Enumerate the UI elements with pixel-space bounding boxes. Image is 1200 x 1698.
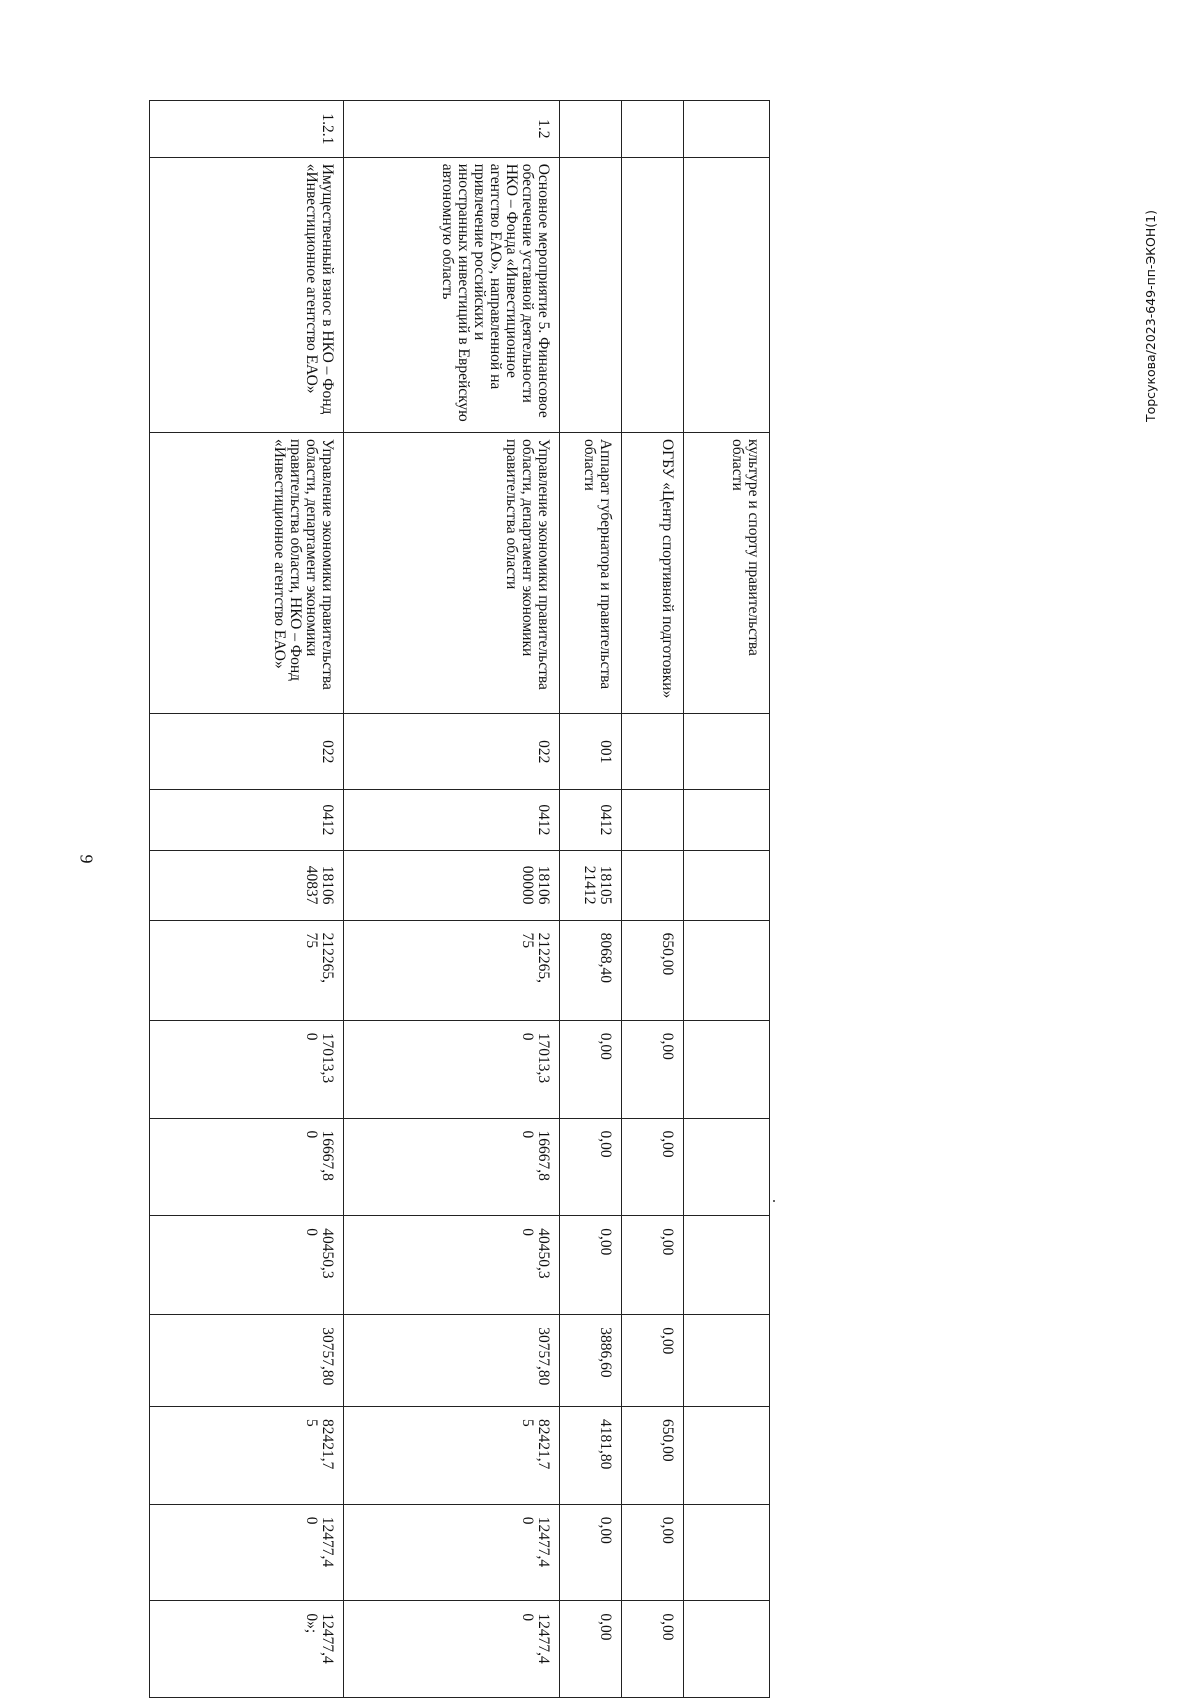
row-number-cell: [622, 101, 684, 158]
activity-name-cell: [560, 157, 622, 432]
amount-cell: [150, 1118, 344, 1216]
section-code-cell: [344, 790, 560, 850]
amount-cell: [344, 1216, 560, 1315]
row-number-cell: [684, 101, 770, 158]
amount-cell: [622, 920, 684, 1020]
amount-value: 12477,4 0»;: [303, 1613, 336, 1664]
amount-cell: [560, 1504, 622, 1601]
budget-table-rotated: [150, 100, 770, 1698]
activity-name-cell-text: Имущественный взнос в НКО – Фонд «Инвестиционное агентство ЕАО»: [303, 163, 336, 415]
target-article-cell-text: 18105 21412: [581, 865, 614, 905]
activity-name-cell: [622, 157, 684, 432]
table-row: [560, 101, 622, 1698]
amount-value: 3886,60: [597, 1327, 614, 1378]
amount-cell: [150, 920, 344, 1020]
amount-cell: [150, 1407, 344, 1505]
executor-cell: [684, 432, 770, 713]
section-code-cell-text: 0412: [597, 804, 614, 836]
executor-cell-text: Управление экономики правительства области, департамент экономики правительства области, НКО – Фонд «Инвестиционное агентство ЕАО»: [271, 438, 336, 690]
amount-cell: [344, 1504, 560, 1601]
amount-cell: [622, 1601, 684, 1698]
section-code-cell: [560, 790, 622, 850]
row-number-cell: [344, 101, 560, 158]
page-number: 9: [76, 854, 97, 864]
target-article-cell: [560, 850, 622, 920]
amount-cell: [684, 1216, 770, 1315]
amount-value: 0,00: [659, 1327, 676, 1355]
amount-value: 650,00: [659, 1419, 676, 1462]
grbs-code-cell: [684, 714, 770, 790]
amount-cell: [684, 1504, 770, 1601]
amount-value: 17013,3 0: [519, 1032, 552, 1084]
amount-cell: [344, 1020, 560, 1118]
table-row: [622, 101, 684, 1698]
grbs-code-cell: [560, 714, 622, 790]
amount-cell: [150, 1315, 344, 1407]
table-row: [150, 101, 344, 1698]
amount-cell: [560, 1315, 622, 1407]
amount-cell: [684, 1601, 770, 1698]
amount-cell: [150, 1216, 344, 1315]
amount-cell: [684, 1020, 770, 1118]
amount-cell: [344, 1407, 560, 1505]
activity-name-cell: [684, 157, 770, 432]
amount-cell: [622, 1020, 684, 1118]
section-code-cell-text: 0412: [319, 804, 336, 836]
document-id: Торсукова/2023-649-пп-ЭКОН(1): [1143, 210, 1158, 423]
amount-value: 4181,80: [597, 1419, 614, 1470]
target-article-cell: [684, 850, 770, 920]
amount-value: 12477,4 0: [519, 1613, 552, 1664]
amount-value: 0,00: [659, 1516, 676, 1544]
stray-mark: [773, 1200, 775, 1202]
amount-cell: [560, 1020, 622, 1118]
amount-value: 0,00: [659, 1130, 676, 1158]
target-article-cell: [344, 850, 560, 920]
amount-value: 40450,3 0: [519, 1228, 552, 1279]
amount-cell: [150, 1020, 344, 1118]
executor-cell-text: Аппарат губернатора и правительства области: [581, 438, 614, 690]
row-number-cell-text: 1.2: [535, 119, 552, 139]
grbs-code-cell-text: 001: [597, 740, 614, 764]
section-code-cell-text: 0412: [535, 804, 552, 836]
grbs-code-cell: [344, 714, 560, 790]
amount-value: 82421,7 5: [519, 1419, 552, 1470]
amount-cell: [344, 920, 560, 1020]
amount-value: 8068,40: [597, 932, 614, 983]
amount-value: 0,00: [659, 1032, 676, 1060]
amount-cell: [622, 1216, 684, 1315]
amount-cell: [560, 920, 622, 1020]
amount-value: 82421,7 5: [303, 1419, 336, 1470]
section-code-cell: [684, 790, 770, 850]
grbs-code-cell-text: 022: [535, 740, 552, 764]
amount-cell: [560, 1601, 622, 1698]
row-number-cell: [560, 101, 622, 158]
amount-cell: [560, 1216, 622, 1315]
amount-cell: [684, 1118, 770, 1216]
amount-value: 212265, 75: [303, 932, 336, 983]
amount-value: 12477,4 0: [519, 1516, 552, 1568]
amount-cell: [344, 1118, 560, 1216]
executor-cell: [344, 432, 560, 713]
amount-cell: [684, 920, 770, 1020]
section-code-cell: [150, 790, 344, 850]
amount-value: 0,00: [659, 1228, 676, 1256]
amount-value: 212265, 75: [519, 932, 552, 983]
executor-cell: [622, 432, 684, 713]
amount-value: 0,00: [597, 1130, 614, 1158]
amount-value: 0,00: [659, 1613, 676, 1641]
row-number-cell: [150, 101, 344, 158]
amount-value: 0,00: [597, 1032, 614, 1060]
amount-value: 16667,8 0: [519, 1130, 552, 1181]
row-number-cell-text: 1.2.1: [319, 113, 336, 145]
amount-value: 0,00: [597, 1228, 614, 1256]
section-code-cell: [622, 790, 684, 850]
grbs-code-cell: [622, 714, 684, 790]
amount-cell: [150, 1504, 344, 1601]
target-article-cell-text: 18106 40837: [303, 865, 336, 905]
amount-value: 12477,4 0: [303, 1516, 336, 1568]
executor-cell: [560, 432, 622, 713]
amount-cell: [622, 1504, 684, 1601]
amount-cell: [560, 1118, 622, 1216]
amount-value: 650,00: [659, 932, 676, 976]
amount-cell: [622, 1118, 684, 1216]
activity-name-cell-text: Основное мероприятие 5. Финансовое обеспечение уставной деятельности НКО – Фонда «Инвестиционное агентство ЕАО», направленной на привлечение российских и иностранных инвестиций в Еврейскую автономную область: [439, 163, 552, 422]
table-row: [344, 101, 560, 1698]
amount-cell: [344, 1601, 560, 1698]
grbs-code-cell-text: 022: [319, 740, 336, 764]
amount-cell: [150, 1601, 344, 1698]
amount-value: 16667,8 0: [303, 1130, 336, 1181]
table-body: [150, 101, 770, 1698]
amount-value: 30757,80: [319, 1327, 336, 1386]
executor-cell-text: Управление экономики правительства области, департамент экономики правительства области: [503, 438, 552, 690]
amount-cell: [622, 1315, 684, 1407]
amount-cell: [684, 1315, 770, 1407]
grbs-code-cell: [150, 714, 344, 790]
budget-table: [149, 100, 770, 1698]
amount-value: 40450,3 0: [303, 1228, 336, 1279]
amount-value: 0,00: [597, 1516, 614, 1544]
target-article-cell-text: 18106 00000: [519, 865, 552, 905]
activity-name-cell: [150, 157, 344, 432]
executor-cell: [150, 432, 344, 713]
executor-cell-text: культуре и спорту правительства области: [729, 438, 762, 656]
target-article-cell: [622, 850, 684, 920]
amount-value: 0,00: [597, 1613, 614, 1641]
executor-cell-text: ОГБУ «Центр спортивной подготовки»: [659, 438, 676, 699]
target-article-cell: [150, 850, 344, 920]
amount-cell: [684, 1407, 770, 1505]
table-row: [684, 101, 770, 1698]
amount-cell: [622, 1407, 684, 1505]
amount-value: 30757,80: [535, 1327, 552, 1386]
amount-cell: [560, 1407, 622, 1505]
amount-cell: [344, 1315, 560, 1407]
amount-value: 17013,3 0: [303, 1032, 336, 1084]
activity-name-cell: [344, 157, 560, 432]
